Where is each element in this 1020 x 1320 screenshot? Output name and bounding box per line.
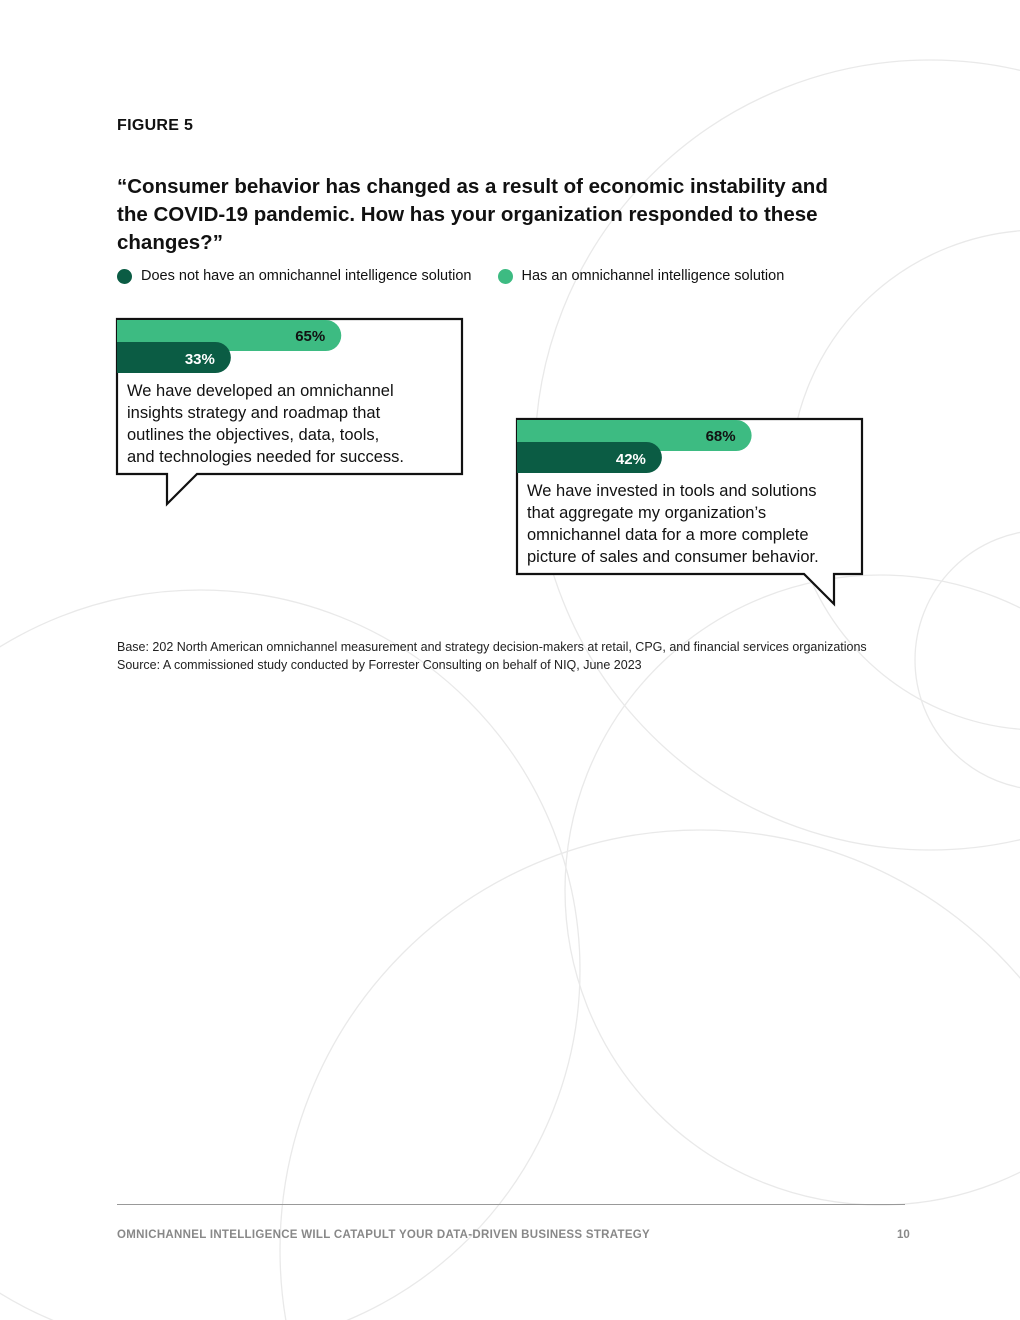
base-note: Base: 202 North American omnichannel measurement and strategy decision-makers at retail, CPG, and financial services organizations — [117, 640, 867, 654]
bar-label-no-solution-2: 42% — [615, 451, 646, 468]
bar-label-has-solution-1: 65% — [295, 328, 326, 345]
footer-divider — [117, 1204, 905, 1205]
bar-label-no-solution-1: 33% — [184, 351, 215, 368]
figure-label: FIGURE 5 — [117, 117, 194, 134]
category-label-1: We have developed an omnichannel insights strategy and roadmap that outlines the objectives, data, tools, and technologies needed for success. — [127, 382, 405, 466]
legend-label-has-solution: Has an omnichannel intelligence solution — [521, 268, 785, 284]
chart-notes — [117, 638, 877, 674]
category-label-2: We have invested in tools and solutions that aggregate my organization’s omnichannel data for a more complete picture of sales and consumer behavior. — [527, 482, 819, 566]
source-note: Source: A commissioned study conducted by Forrester Consulting on behalf of NIQ, June 2023 — [117, 658, 642, 672]
bar-label-has-solution-2: 68% — [705, 428, 736, 445]
chart-question: “Consumer behavior has changed as a result of economic instability and the COVID-19 pandemic. How has your organization responded to these changes?” — [117, 175, 828, 254]
legend-label-no-solution: Does not have an omnichannel intelligence solution — [141, 268, 472, 284]
footer-title: OMNICHANNEL INTELLIGENCE WILL CATAPULT YOUR DATA-DRIVEN BUSINESS STRATEGY — [117, 1229, 651, 1241]
page-number: 10 — [897, 1229, 910, 1241]
